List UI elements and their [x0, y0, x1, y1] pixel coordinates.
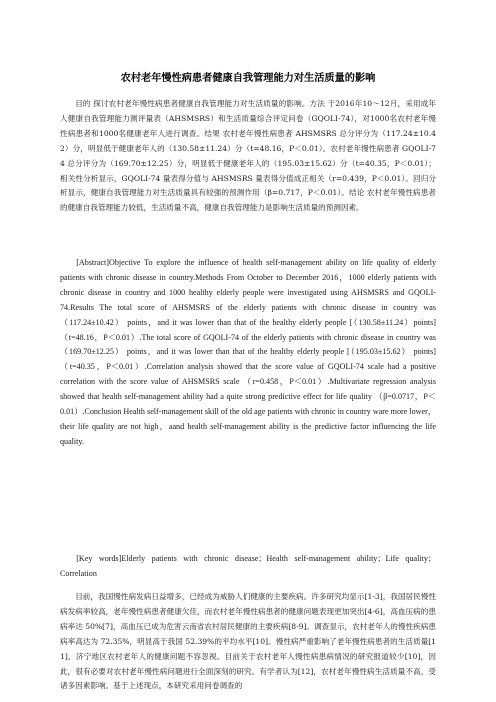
paper-title: 农村老年慢性病患者健康自我管理能力对生活质量的影响 — [120, 72, 376, 84]
chinese-abstract: 目的 探讨农村老年慢性病患者健康自我管理能力对生活质量的影响。方法 于2016年10～12月，采用成年人健康自我管理能力测评量表（AHSMSRS）和生活质量综合评定问卷（GQOLI-74），对1000名农村老年慢性病患者和1000名健康老年人进行调查。结果 农村老年慢性病患者 AHSMSRS 总分评分为（117.24±10.42）分，明显低于健康老年人的（130.58±11.24）分（t=48.16，P＜0.01）。农村老年慢性病患者 GQOLI-74 总分评分为（169.70±12.25）分，明显低于健康老年人的（195.03±15.62）分（t=40.35，P＜0.01）；相关性分析显示，GQOLI-74 量表得分值与 AHSMSRS 量表得分值成正相关（r=0.439，P＜0.01）。回归分析显示，健康自我管理能力对生活质量具有较强的预测作用（β=0.717，P＜0.01）。结论 农村老年慢性病患者的健康自我管理能力较低，生活质量不高，健康自我管理能力是影响生活质量的预测因素。 — [60, 99, 436, 213]
body-paragraph: 目前，我国慢性病发病日益增多，已经成为威胁人们健康的主要疾病。许多研究均显示[1-3]，我国居民慢性病发病率较高，老年慢性病患者健康欠佳，而农村老年慢性病患者的健康问题表现更加突出[4-6]，高血压病的患病率达 50%[7]，高血压已成为危害云南省农村居民健康的主要疾病[8-9]。调查显示，农村老年人的慢性疾病患病率高达为 72.35%，明显高于我国 52.39%的平均水平[10]。慢性病严重影响了老年慢性病患者的生活质量[11]，济宁地区农村老年人的健康问题不容忽视。目前关于农村老年人慢性病患病情况的研究报道较少[10]，因此，很有必要对农村老年慢性病问题进行全面深刻的研究。有学者认为[12]，农村老年慢性病生活质量不高，受诸多因素影响。基于上述现点，本研究采用问卷调查的 — [60, 592, 436, 691]
english-keywords: [Key words]Elderly patients with chronic disease；Health self-management ability；Life quality；Correlation — [60, 554, 436, 578]
english-abstract: [Abstract]Objective To explore the influence of health self-management ability on life quality of elderly patients with chronic disease in country.Methods From October to December 2016，1000 elderly patients with chronic disease in country and 1000 healthy elderly people were investigated using AHSMSRS and GQOLI-74.Results The total score of AHSMSRS of the elderly patients with chronic disease in country was （117.24±10.42） points，and it was lower than that of the healthy elderly people [（130.58±11.24）points]（t=48.16，P＜0.01）.The total score of GQOLI-74 of the elderly patients with chronic disease in country was （169.70±12.25） points，and it was lower than that of the healthy elderly people [（195.03±15.62） points] （t=40.35，P＜0.01）.Correlation analysis showed that the score value of GQOLI-74 scale had a positive correlation with the score value of AHSMSRS scale （r=0.458，P＜0.01）.Multivariate regression analysis showed that health self-management ability had a quite strong predictive effect for life quality （β=0.0717，P＜0.01）.Conclusion Health self-management skill of the old age patients with chronic in country ware more lower，their life quality are not high，aand health self-management ability is the predictive factor influencing the life quality. — [60, 258, 436, 446]
